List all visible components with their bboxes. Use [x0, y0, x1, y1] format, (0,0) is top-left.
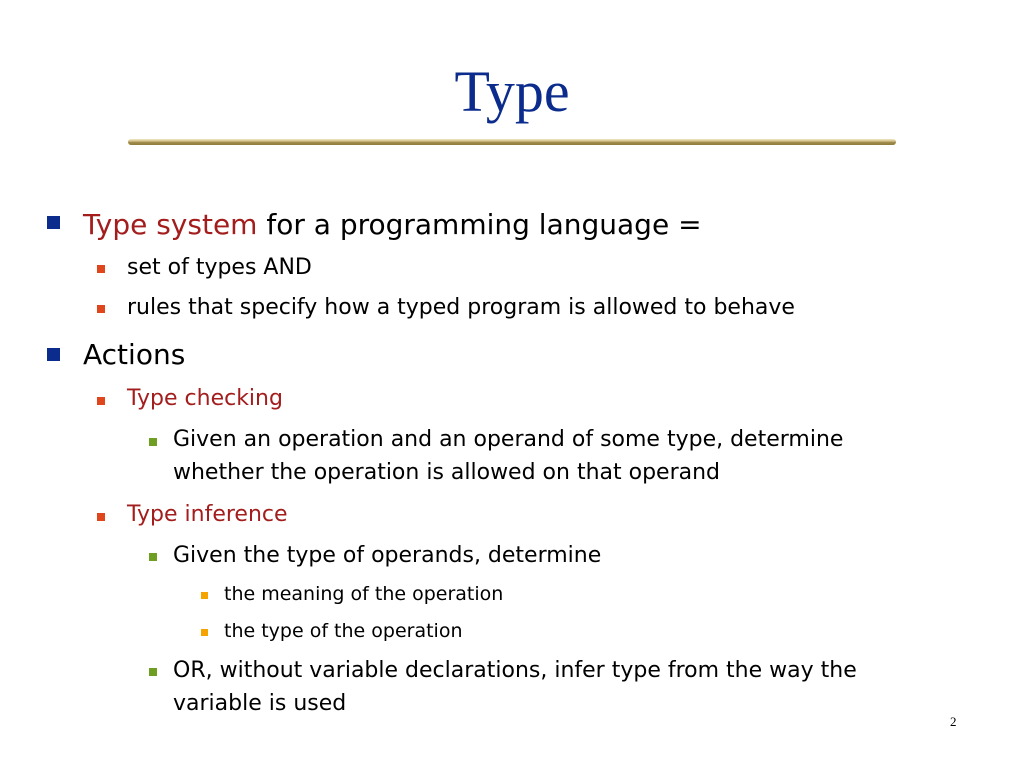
title-divider: [128, 139, 896, 145]
bullet-text: Actions: [83, 338, 186, 371]
bullet-text: Type checking: [127, 386, 283, 411]
square-bullet-icon: [201, 592, 208, 599]
page-number: 2: [950, 714, 957, 729]
square-bullet-icon: [47, 348, 60, 361]
bullet-text: Given the type of operands, determine: [173, 543, 602, 568]
square-bullet-icon: [149, 668, 157, 676]
bullet-text: the type of the operation: [224, 620, 463, 642]
bullet-text-line-2: whether the operation is allowed on that operand: [173, 460, 721, 485]
square-bullet-icon: [97, 513, 105, 521]
bullet-text-line-1: OR, without variable declarations, infer type from the way the: [173, 658, 857, 683]
square-bullet-icon: [149, 553, 157, 561]
bullet-text-line-1: Given an operation and an operand of some type, determine: [173, 427, 844, 452]
bullet-text: for a programming language =: [257, 208, 702, 241]
highlight-term: Type system: [83, 208, 258, 241]
slide-title: Type: [454, 59, 570, 124]
square-bullet-icon: [97, 305, 105, 313]
square-bullet-icon: [201, 629, 208, 636]
bullet-text-line-2: variable is used: [173, 691, 347, 716]
square-bullet-icon: [97, 397, 105, 405]
bullet-text: rules that specify how a typed program is allowed to behave: [127, 295, 795, 320]
bullet-text: Type inference: [127, 502, 288, 527]
square-bullet-icon: [97, 265, 105, 273]
square-bullet-icon: [47, 216, 60, 229]
bullet-text: the meaning of the operation: [224, 583, 504, 605]
square-bullet-icon: [149, 438, 157, 446]
bullet-text: set of types AND: [127, 255, 312, 280]
